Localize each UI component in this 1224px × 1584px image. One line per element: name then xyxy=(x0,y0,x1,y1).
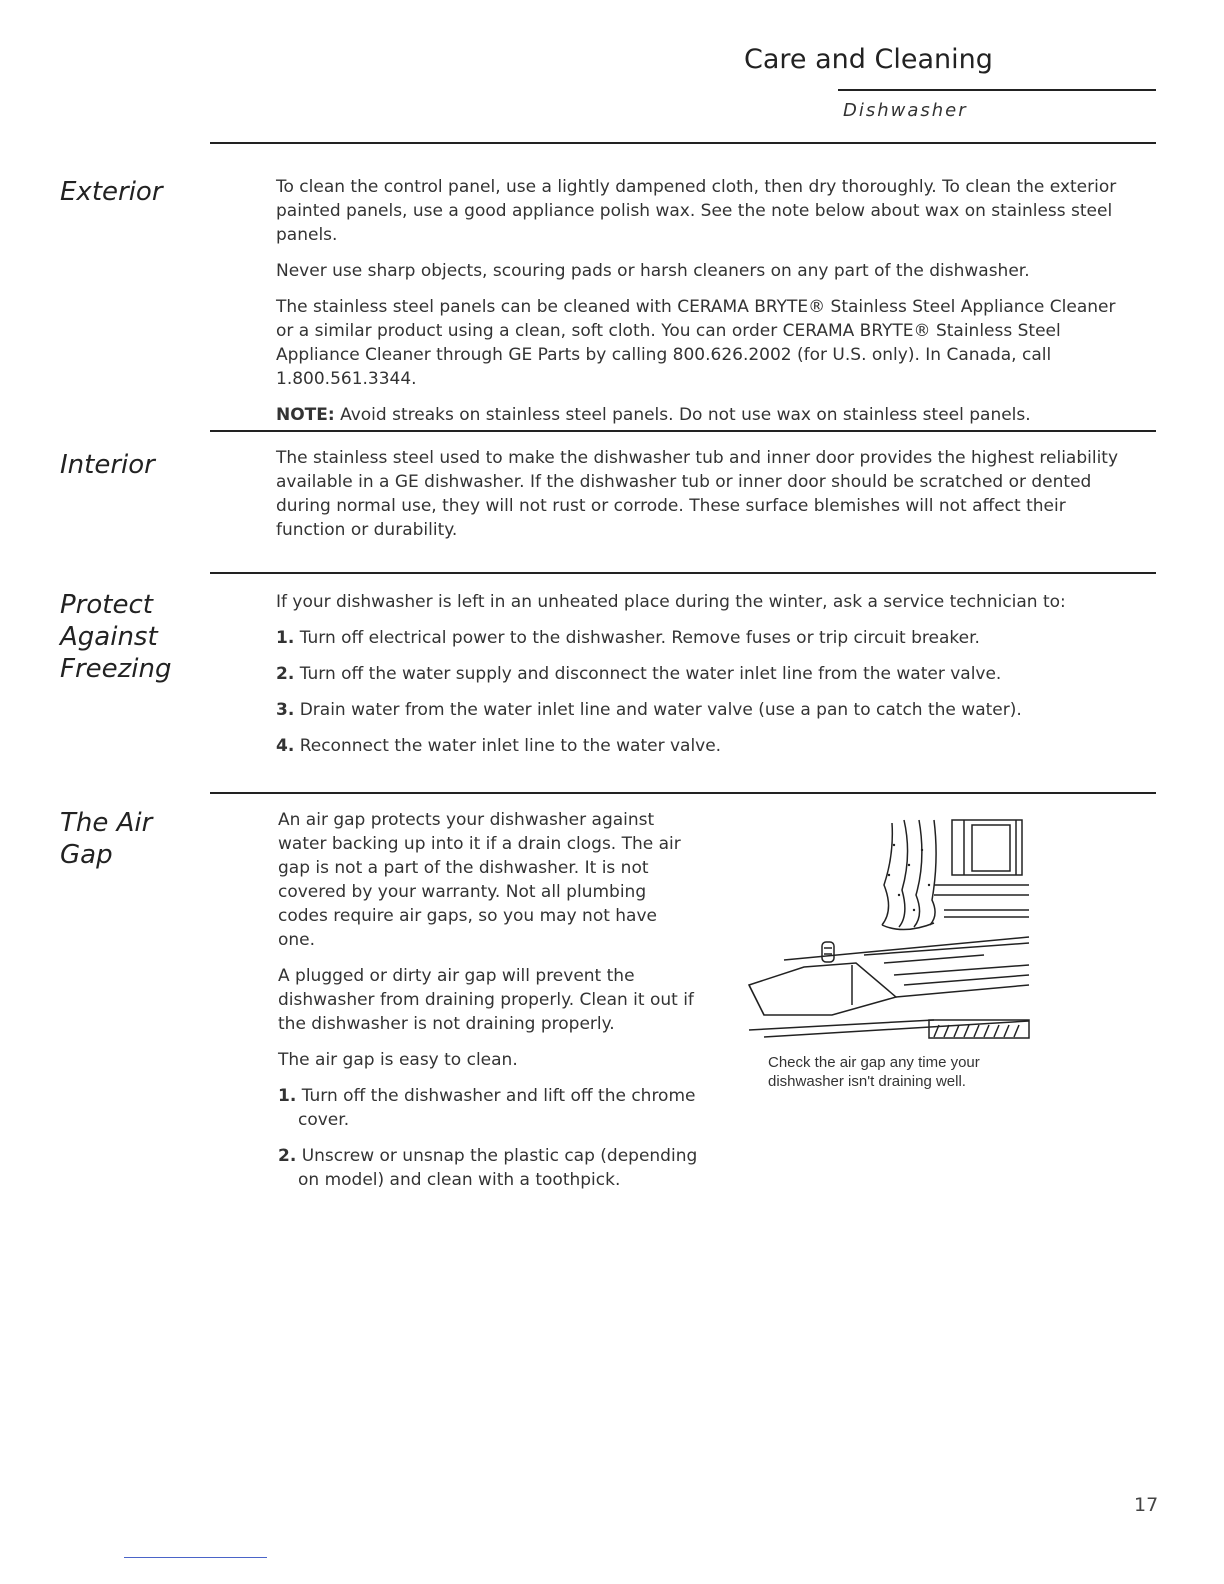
freezing-intro: If your dishwasher is left in an unheated place during the winter, ask a service technician to: xyxy=(276,592,1066,612)
airgap-heading-line-2: Gap xyxy=(60,840,113,870)
section-divider xyxy=(210,430,1156,432)
step-text: Reconnect the water inlet line to the water valve. xyxy=(294,736,722,756)
note-text: Avoid streaks on stainless steel panels. Do not use wax on stainless steel panels. xyxy=(334,405,1031,425)
step-text: Turn off the water supply and disconnect the water inlet line from the water valve. xyxy=(294,664,1002,684)
airgap-heading xyxy=(60,807,152,871)
step-number: 2. xyxy=(278,1146,297,1166)
step-text: Unscrew or unsnap the plastic cap (depending on model) and clean with a toothpick. xyxy=(296,1146,698,1190)
step-text: Drain water from the water inlet line and water valve (use a pan to catch the water). xyxy=(294,700,1022,720)
exterior-heading: Exterior xyxy=(60,177,163,207)
freezing-body xyxy=(276,590,1138,770)
illustration-caption: Check the air gap any time your dishwasher isn't draining well. xyxy=(768,1054,980,1090)
freezing-heading-line-1: Protect xyxy=(60,590,153,620)
window-frame xyxy=(952,820,1022,875)
section-divider xyxy=(210,142,1156,144)
step-number: 3. xyxy=(276,700,295,720)
airgap-step xyxy=(278,1084,698,1132)
footer-rule xyxy=(124,1557,267,1558)
airgap-paragraph-1: An air gap protects your dishwasher against water backing up into it if a drain clogs. The air gap is not a part of the dishwasher. It is not covered by your warranty. Not all plumbing codes require air gaps, so you may not have one. xyxy=(278,810,681,950)
airgap-paragraph-3: The air gap is easy to clean. xyxy=(278,1050,518,1070)
curtain xyxy=(882,823,892,925)
air-gap-fixture xyxy=(822,942,834,962)
sink-basin xyxy=(749,963,896,1015)
airgap-body xyxy=(278,808,698,1204)
step-number: 2. xyxy=(276,664,295,684)
interior-body xyxy=(276,446,1138,554)
note-label: NOTE: xyxy=(276,405,335,425)
page-number: 17 xyxy=(1134,1494,1159,1516)
exterior-paragraph-1: To clean the control panel, use a lightly dampened cloth, then dry thoroughly. To clean the exterior painted panels, use a good appliance polish wax. See the note below about wax on stainless steel panels. xyxy=(276,177,1117,245)
step-text: Turn off electrical power to the dishwasher. Remove fuses or trip circuit breaker. xyxy=(294,628,980,648)
header-divider xyxy=(838,89,1156,91)
step-number: 4. xyxy=(276,736,295,756)
section-divider xyxy=(210,572,1156,574)
air-gap-illustration xyxy=(744,815,1034,1045)
page-subtitle: Dishwasher xyxy=(843,100,968,121)
step-text: Turn off the dishwasher and lift off the chrome cover. xyxy=(296,1086,696,1130)
step-number: 1. xyxy=(276,628,295,648)
freezing-step xyxy=(276,698,1138,722)
interior-heading: Interior xyxy=(60,450,155,480)
airgap-heading-line-1: The Air xyxy=(60,808,153,838)
freezing-heading xyxy=(60,589,172,685)
exterior-paragraph-3: The stainless steel panels can be cleaned with CERAMA BRYTE® Stainless Steel Appliance Cleaner or a similar product using a clean, soft cloth. You can order CERAMA BRYTE® Stainless Steel Appliance Cleaner through GE Parts by calling 800.626.2002 (for U.S. only). In Canada, call 1.800.561.3344. xyxy=(276,297,1116,389)
airgap-paragraph-2: A plugged or dirty air gap will prevent the dishwasher from draining properly. Clean it out if the dishwasher is not draining properly. xyxy=(278,966,694,1034)
freezing-step xyxy=(276,662,1138,686)
step-number: 1. xyxy=(278,1086,297,1106)
sink-air-gap-drawing xyxy=(744,815,1034,1045)
page-title: Care and Cleaning xyxy=(744,44,993,75)
interior-paragraph-1: The stainless steel used to make the dishwasher tub and inner door provides the highest reliability available in a GE dishwasher. If the dishwasher tub or inner door should be scratched or dented during normal use, they will not rust or corrode. These surface blemishes will not affect their function or durability. xyxy=(276,448,1119,540)
freezing-step xyxy=(276,626,1138,650)
freezing-step xyxy=(276,734,1138,758)
freezing-heading-line-3: Freezing xyxy=(60,654,172,684)
airgap-step xyxy=(278,1144,698,1192)
section-divider xyxy=(210,792,1156,794)
exterior-paragraph-2: Never use sharp objects, scouring pads or harsh cleaners on any part of the dishwasher. xyxy=(276,261,1030,281)
exterior-note xyxy=(276,403,1138,427)
freezing-heading-line-2: Against xyxy=(60,622,158,652)
exterior-body xyxy=(276,175,1138,439)
